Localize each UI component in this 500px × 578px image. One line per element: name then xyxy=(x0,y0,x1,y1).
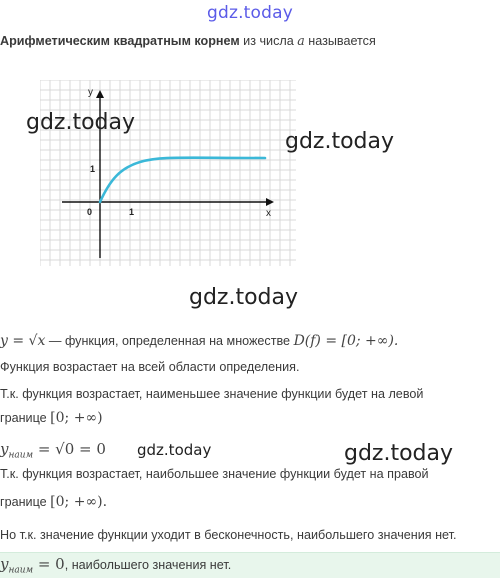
y-tick-label: 1 xyxy=(90,164,96,174)
x-axis-label: x xyxy=(266,208,271,219)
function-domain: D(f) = [0; +∞). xyxy=(293,333,399,349)
min-text-line-2 xyxy=(0,410,103,426)
max-interval: [0; +∞). xyxy=(50,494,108,510)
y-axis-arrow xyxy=(96,90,104,98)
result-text: , наибольшего значения нет. xyxy=(64,558,232,572)
function-math: y = √x xyxy=(0,333,46,349)
increases-line: Функция возрастает на всей области определения. xyxy=(0,360,300,374)
origin-label: 0 xyxy=(87,207,93,217)
result-sub: наим xyxy=(8,565,34,576)
intro-end: называется xyxy=(304,34,376,48)
intro-line xyxy=(0,33,376,48)
max-text-border: границе xyxy=(0,495,51,509)
min-text-line-1: Т.к. функция возрастает, наименьшее значение функции будет на левой xyxy=(0,387,424,401)
result-eq: = 0 xyxy=(33,555,65,573)
sqrt-graph xyxy=(40,80,296,266)
intro-var: a xyxy=(297,33,305,48)
min-value-line xyxy=(0,440,106,461)
min-text-border: границе xyxy=(0,411,51,425)
result-line xyxy=(0,555,231,576)
y-axis-label: y xyxy=(88,87,93,98)
infinity-note: Но т.к. значение функции уходит в бесконечность, наибольшего значения нет. xyxy=(0,528,457,542)
max-text-line-1: Т.к. функция возрастает, наибольшее значение функции будет на правой xyxy=(0,467,429,481)
function-text: — функция, определенная на множестве xyxy=(45,334,294,348)
watermark-lower-right: gdz.today xyxy=(344,441,454,466)
watermark-top: gdz.today xyxy=(206,3,294,23)
max-text-line-2 xyxy=(0,494,107,510)
graph-grid xyxy=(40,80,296,266)
min-interval: [0; +∞) xyxy=(50,410,103,426)
watermark-left: gdz.today xyxy=(26,110,136,135)
min-sub: наим xyxy=(8,450,34,461)
watermark-center: gdz.today xyxy=(189,285,299,310)
function-line xyxy=(0,333,398,349)
watermark-inline: gdz.today xyxy=(137,441,212,459)
watermark-right: gdz.today xyxy=(285,129,395,154)
x-tick-label: 1 xyxy=(129,207,135,217)
intro-bold: Арифметическим квадратным корнем xyxy=(0,34,240,48)
min-eq: = √0 = 0 xyxy=(33,440,106,458)
min-y: y xyxy=(0,440,9,458)
intro-rest: из числа xyxy=(239,34,298,48)
result-y: y xyxy=(0,555,9,573)
